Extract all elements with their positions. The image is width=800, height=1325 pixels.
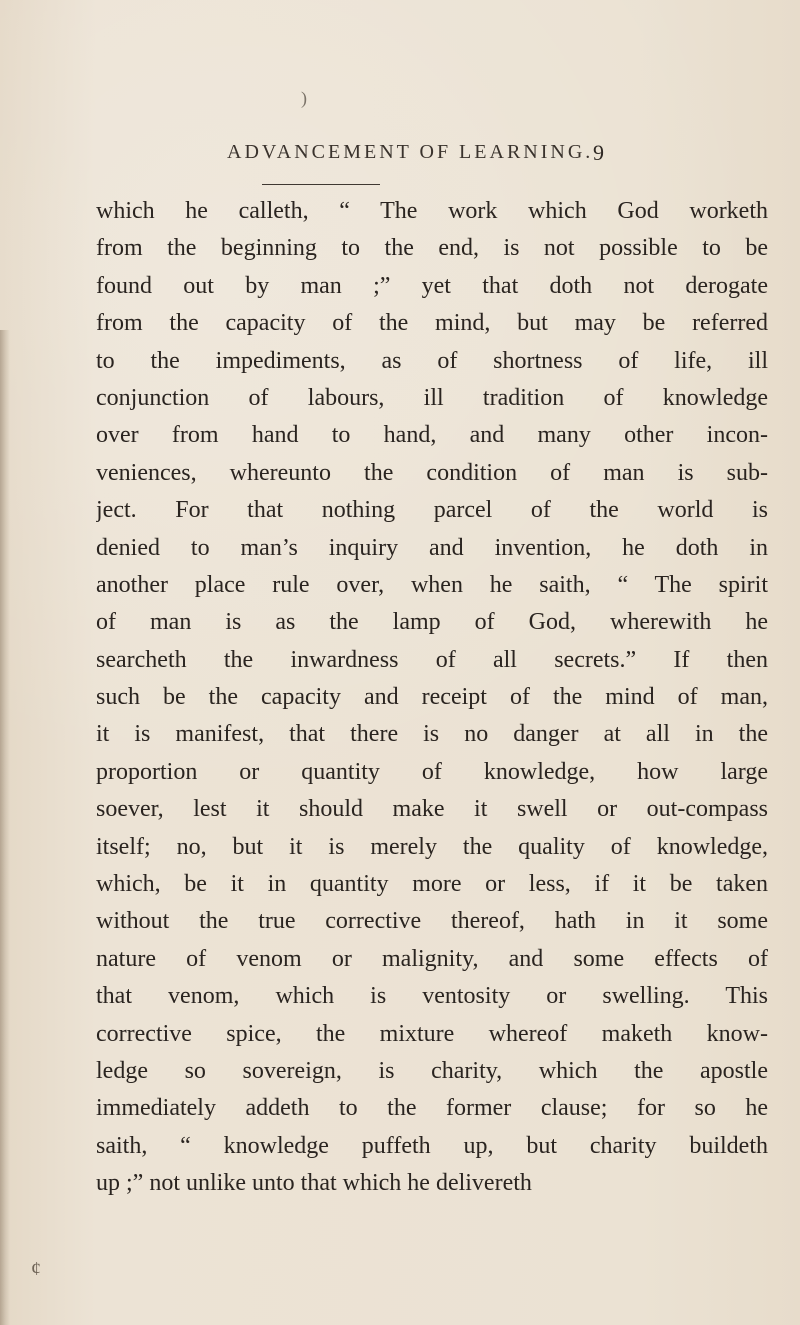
text-line: up ;” not unlike unto that which he delivereth [96, 1170, 532, 1197]
text-line: found out by man ;” yet that doth not derogate [96, 272, 768, 299]
text-line: another place rule over, when he saith, “ The spirit [96, 571, 768, 598]
text-line: from the capacity of the mind, but may be referred [96, 310, 768, 337]
top-mark: ) [301, 88, 307, 108]
text-line: that venom, which is ventosity or swelling. This [96, 983, 768, 1010]
text-line: conjunction of labours, ill tradition of knowledge [96, 384, 768, 411]
text-line: itself; no, but it is merely the quality of knowledge, [96, 833, 768, 860]
text-line: it is manifest, that there is no danger at all in the [96, 721, 768, 748]
running-head: ADVANCEMENT OF LEARNING. [227, 141, 594, 163]
text-line: of man is as the lamp of God, wherewith he [96, 609, 768, 636]
header-rule [262, 184, 380, 185]
text-line: without the true corrective thereof, hath in it some [96, 908, 768, 935]
text-line: such be the capacity and receipt of the mind of man, [96, 684, 768, 711]
binding-edge [0, 330, 10, 1325]
text-line: from the beginning to the end, is not possible to be [96, 235, 768, 262]
text-line: saith, “ knowledge puffeth up, but charity buildeth [96, 1132, 768, 1159]
text-line: over from hand to hand, and many other incon- [96, 422, 768, 449]
text-line: soever, lest it should make it swell or out-compass [96, 796, 768, 823]
text-line: veniences, whereunto the condition of man is sub- [96, 459, 768, 486]
text-line: denied to man’s inquiry and invention, he doth in [96, 534, 768, 561]
text-line: nature of venom or malignity, and some effects of [96, 945, 768, 972]
text-line: which, be it in quantity more or less, if it be taken [96, 871, 768, 898]
body-text [96, 193, 768, 1203]
text-line: which he calleth, “ The work which God worketh [96, 198, 768, 224]
text-line: corrective spice, the mixture whereof maketh know- [96, 1020, 768, 1047]
text-line: to the impediments, as of shortness of life, ill [96, 347, 768, 374]
page-number: 9 [593, 140, 604, 165]
text-line: immediately addeth to the former clause; for so he [96, 1095, 768, 1122]
text-line: proportion or quantity of knowledge, how large [96, 758, 768, 785]
text-line: ledge so sovereign, is charity, which the apostle [96, 1057, 768, 1084]
text-line: searcheth the inwardness of all secrets.” If then [96, 646, 768, 673]
text-line: ject. For that nothing parcel of the world is [96, 497, 768, 524]
bottom-glyph: ¢ [31, 1258, 41, 1280]
